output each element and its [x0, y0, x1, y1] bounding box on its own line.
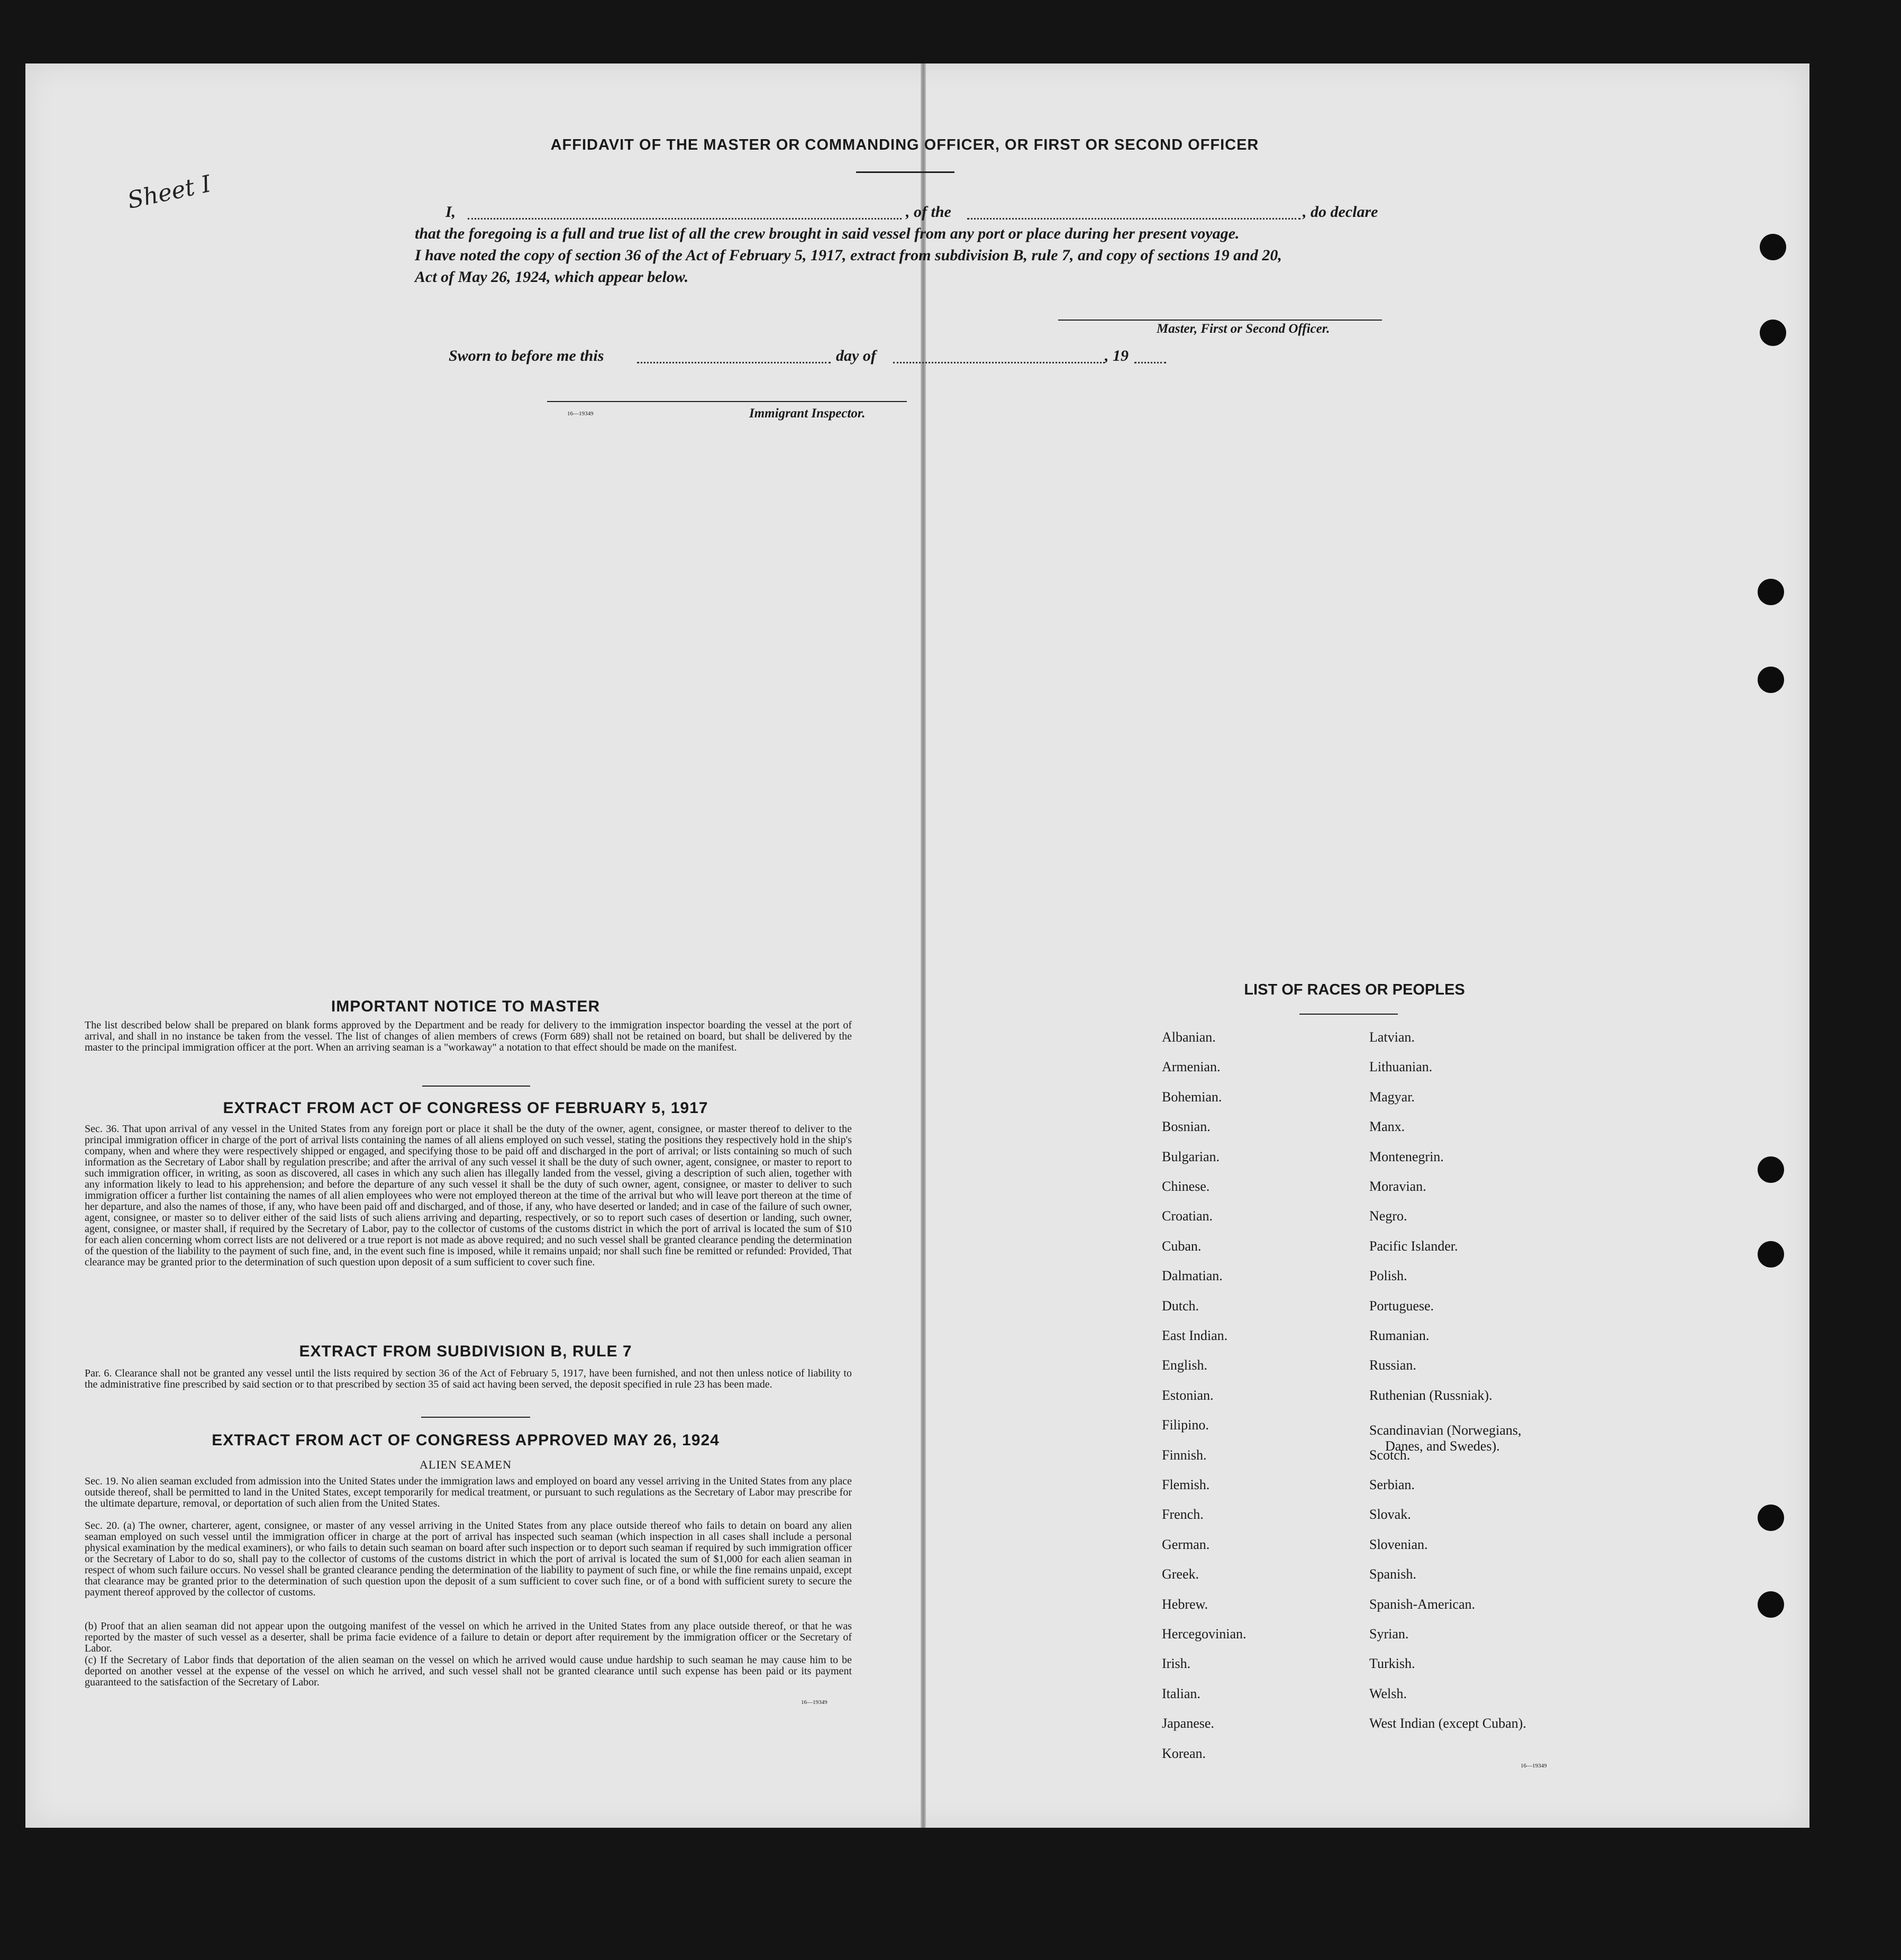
race-item-left: Bohemian.	[1162, 1089, 1222, 1105]
race-item-right: Rumanian.	[1369, 1328, 1430, 1343]
race-item-right: Scandinavian (Norwegians,	[1369, 1423, 1522, 1438]
race-item-left: Albanian.	[1162, 1029, 1216, 1045]
race-item-left: Cuban.	[1162, 1238, 1202, 1254]
race-item-left: English.	[1162, 1357, 1207, 1373]
vessel-name-field[interactable]	[967, 218, 1300, 220]
alien-seamen-subtitle: ALIEN SEAMEN	[420, 1458, 512, 1471]
declaration-line-4: Act of May 26, 1924, which appear below.	[415, 268, 689, 286]
extract-rule7-title: EXTRACT FROM SUBDIVISION B, RULE 7	[299, 1343, 632, 1360]
race-item-right: Pacific Islander.	[1369, 1238, 1458, 1254]
extract-1924-sec19: Sec. 19. No alien seaman excluded from admission into the United States under the immigration laws and employed on board any vessel arriving in the United States from any place outside thereof, shall be permitted to land in the United States, except temporarily for medical treatment, or pursuant to such regulations as the Secretary of Labor may prescribe for the ultimate departure, removal, or deportation of such alien from the United States.	[85, 1475, 852, 1509]
title-underline	[856, 171, 954, 173]
race-item-left: Dalmatian.	[1162, 1268, 1223, 1284]
declarant-name-field[interactable]	[468, 218, 902, 220]
race-item-right: Syrian.	[1369, 1626, 1409, 1642]
race-item-right: Latvian.	[1369, 1029, 1415, 1045]
race-item-right: Turkish.	[1369, 1656, 1415, 1672]
form-number-right: 16—19349	[1521, 1763, 1547, 1769]
race-item-left: French.	[1162, 1507, 1204, 1523]
page-fold	[921, 63, 926, 1828]
race-item-right: Montenegrin.	[1369, 1148, 1444, 1164]
race-item-left: Korean.	[1162, 1745, 1206, 1761]
declare-suffix: , do declare	[1303, 203, 1378, 221]
notice-title: IMPORTANT NOTICE TO MASTER	[331, 998, 601, 1015]
race-item-left: Filipino.	[1162, 1417, 1209, 1433]
race-item-right: Magyar.	[1369, 1089, 1415, 1105]
race-item-right: Slovenian.	[1369, 1536, 1428, 1552]
race-item-left: Hercegovinian.	[1162, 1626, 1247, 1642]
punch-hole	[1758, 1241, 1784, 1268]
race-item-left: Dutch.	[1162, 1298, 1199, 1314]
race-item-right: West Indian (except Cuban).	[1369, 1716, 1526, 1731]
race-item-left: Greek.	[1162, 1566, 1199, 1582]
race-item-left: Armenian.	[1162, 1059, 1221, 1075]
race-item-left: Chinese.	[1162, 1179, 1210, 1194]
race-item-right: Manx.	[1369, 1119, 1405, 1135]
race-item-right: Spanish-American.	[1369, 1596, 1476, 1612]
race-item-right: Welsh.	[1369, 1685, 1407, 1701]
race-item-right: Russian.	[1369, 1357, 1416, 1373]
extract-1924-sec20b: (b) Proof that an alien seaman did not appear upon the outgoing manifest of the vessel on which he arrived in the United States from any place outside thereof, or that he was reported by the master of such vessel as a deserter, shall be prima facie evidence of a failure to detain or deport after requirement by the immigration officer or the Secretary of Labor.	[85, 1620, 852, 1654]
punch-hole	[1758, 667, 1784, 693]
race-item-right: Slovak.	[1369, 1507, 1411, 1523]
race-item-left: Croatian.	[1162, 1208, 1213, 1224]
punch-hole	[1758, 1591, 1784, 1618]
extract-1917-title: EXTRACT FROM ACT OF CONGRESS OF FEBRUARY 5, 1917	[223, 1099, 708, 1117]
declaration-line-2: that the foregoing is a full and true list of all the crew brought in said vessel from any port or place during her present voyage.	[415, 225, 1240, 242]
race-item-left: East Indian.	[1162, 1328, 1228, 1343]
race-item-left: Finnish.	[1162, 1447, 1207, 1463]
extract-rule7-text: Par. 6. Clearance shall not be granted any vessel until the lists required by section 36 of the Act of February 5, 1917, have been furnished, and not then unless notice of liability to the administrative fine prescribed by said section or to that prescribed by section 35 of said act having been served, the deposit specified in rule 23 has been made.	[85, 1368, 852, 1390]
race-item-right: Negro.	[1369, 1208, 1407, 1224]
punch-hole	[1760, 320, 1786, 346]
declaration-line-1	[445, 203, 1403, 224]
race-item-left: Estonian.	[1162, 1387, 1214, 1403]
inspector-label: Immigrant Inspector.	[749, 406, 866, 421]
race-item-left: Hebrew.	[1162, 1596, 1208, 1612]
race-item-left: Flemish.	[1162, 1477, 1210, 1492]
sworn-line	[449, 347, 1189, 368]
sworn-year-field[interactable]	[1134, 362, 1166, 363]
master-signature-label: Master, First or Second Officer.	[1157, 322, 1330, 336]
affidavit-title: AFFIDAVIT OF THE MASTER OR COMMANDING OFFICER, OR FIRST OR SECOND OFFICER	[550, 136, 1259, 153]
rule7-divider	[421, 1417, 530, 1418]
race-item-left: Japanese.	[1162, 1716, 1214, 1731]
handwritten-sheet-note: Sheet I	[125, 170, 214, 215]
vessel-prefix: , of the	[906, 203, 951, 221]
declaration-line-3: I have noted the copy of section 36 of the Act of February 5, 1917, extract from subdivision B, rule 7, and copy of sections 19 and 20,	[415, 247, 1282, 264]
race-item-right: Moravian.	[1369, 1179, 1426, 1194]
races-title: LIST OF RACES OR PEOPLES	[1244, 981, 1465, 998]
sworn-prefix: Sworn to before me this	[449, 347, 604, 364]
race-item-right: Lithuanian.	[1369, 1059, 1433, 1075]
race-item-right: Ruthenian (Russniak).	[1369, 1387, 1493, 1403]
extract-1924-sec20a: Sec. 20. (a) The owner, charterer, agent, consignee, or master of any vessel arriving in the United States from any place outside thereof who fails to detain on board any alien seaman employed on such vessel until the immigration officer in charge at the port of arrival has inspected such seaman (which inspection in all cases shall include a personal physical examination by the medical examiners), or who fails to detain such seaman on board after such inspection or to deport such seaman if required by such immigration officer or the Secretary of Labor to do so, shall pay to the collector of customs of the customs district in which the port of arrival is located the sum of $1,000 for each alien seaman in respect of whom such failure occurs. No vessel shall be granted clearance pending the determination of the liability to payment of such fine, or while the fine remains unpaid, except that clearance may be granted prior to the determination of such question upon the deposit of a sum sufficient to cover such fine, or of a bond with sufficient surety to secure the payment thereof approved by the collector of customs.	[85, 1520, 852, 1598]
punch-hole	[1760, 234, 1786, 260]
punch-hole	[1758, 579, 1784, 605]
inspector-signature-line[interactable]	[547, 401, 907, 402]
race-item-left: Irish.	[1162, 1656, 1191, 1672]
declarant-prefix: I,	[445, 203, 456, 221]
race-item-right: Portuguese.	[1369, 1298, 1434, 1314]
extract-1924-sec20c: (c) If the Secretary of Labor finds that deportation of the alien seaman on the vessel on which he arrived would cause undue hardship to such seaman he may cause him to be deported on another vessel at the expense of the vessel on which he arrived, and such vessel shall not be granted clearance until such expense has been paid or its payment guaranteed to the satisfaction of the Secretary of Labor.	[85, 1654, 852, 1688]
extract-1917-text: Sec. 36. That upon arrival of any vessel in the United States from any foreign port or place it shall be the duty of the owner, agent, consignee, or master thereof to deliver to the principal immigration officer in charge of the port of arrival lists containing the names of all aliens employed on such vessel, stating the positions they respectively hold in the ship's company, when and where they were respectively shipped or engaged, and specifying those to be paid off and discharged in the port of arrival; or lists containing so much of such information as the Secretary of Labor shall by regulation prescribe; and after the arrival of any such vessel it shall be the duty of such owner, agent, consignee, or master to report to such immigration officer, in writing, as soon as discovered, all cases in which any such alien has illegally landed from the vessel, giving a description of such alien, together with any information likely to lead to his apprehension; and before the departure of any such vessel it shall be the duty of such owner, agent, consignee, or master to deliver to such immigration officer a further list containing the names of all alien employees who were not employed thereon at the time of the arrival but who will leave port thereon at the time of her departure, and also the names of those, if any, who have been paid off and discharged, and of those, if any, who have deserted or landed; and in case of the failure of such owner, agent, consignee, or master so to deliver either of the said lists of such aliens arriving and departing, respectively, or so to report such cases of desertion or landing, such owner, agent, consignee, or master shall, if required by the Secretary of Labor, pay to the collector of customs of the customs district in which the port of arrival is located the sum of $10 for each alien concerning whom correct lists are not delivered or a true report is not made as above required; and no such vessel shall be granted clearance pending the determination of the question of the liability to the payment of such fine, and, in the event such fine is imposed, while it remains unpaid; nor shall such fine be remitted or refunded: Provided, That clearance may be granted prior to the determination of such question upon deposit of a sum sufficient to cover such fine.	[85, 1123, 852, 1268]
races-title-underline	[1299, 1014, 1398, 1015]
race-item-right: Danes, and Swedes).	[1385, 1438, 1500, 1454]
extract-1924-title: EXTRACT FROM ACT OF CONGRESS APPROVED MAY 26, 1924	[212, 1432, 720, 1449]
punch-hole	[1758, 1156, 1784, 1183]
day-of-label: day of	[836, 347, 876, 364]
race-item-right: Spanish.	[1369, 1566, 1416, 1582]
race-item-left: Italian.	[1162, 1685, 1200, 1701]
race-item-left: German.	[1162, 1536, 1210, 1552]
race-item-left: Bulgarian.	[1162, 1148, 1220, 1164]
form-number-left: 16—19349	[801, 1699, 827, 1706]
punch-hole	[1758, 1505, 1784, 1531]
form-number-top: 16—19349	[567, 411, 594, 417]
master-signature-line[interactable]	[1058, 320, 1382, 321]
race-item-right: Scotch.	[1369, 1447, 1411, 1463]
year-prefix: , 19	[1105, 347, 1129, 364]
notice-divider	[422, 1086, 530, 1087]
sworn-day-field[interactable]	[637, 362, 831, 363]
notice-text: The list described below shall be prepared on blank forms approved by the Department and be ready for delivery to the immigration inspector boarding the vessel at the port of arrival, and shall in no instance be taken from the vessel. The list of changes of alien members of crews (Form 689) shall not be retained on board, but shall be delivered by the master to the principal immigration officer at the port. When an arriving seaman is a "workaway" a notation to that effect should be made on the manifest.	[85, 1019, 852, 1053]
race-item-right: Polish.	[1369, 1268, 1407, 1284]
race-item-right: Serbian.	[1369, 1477, 1415, 1492]
race-item-left: Bosnian.	[1162, 1119, 1211, 1135]
sworn-month-field[interactable]	[893, 362, 1105, 363]
